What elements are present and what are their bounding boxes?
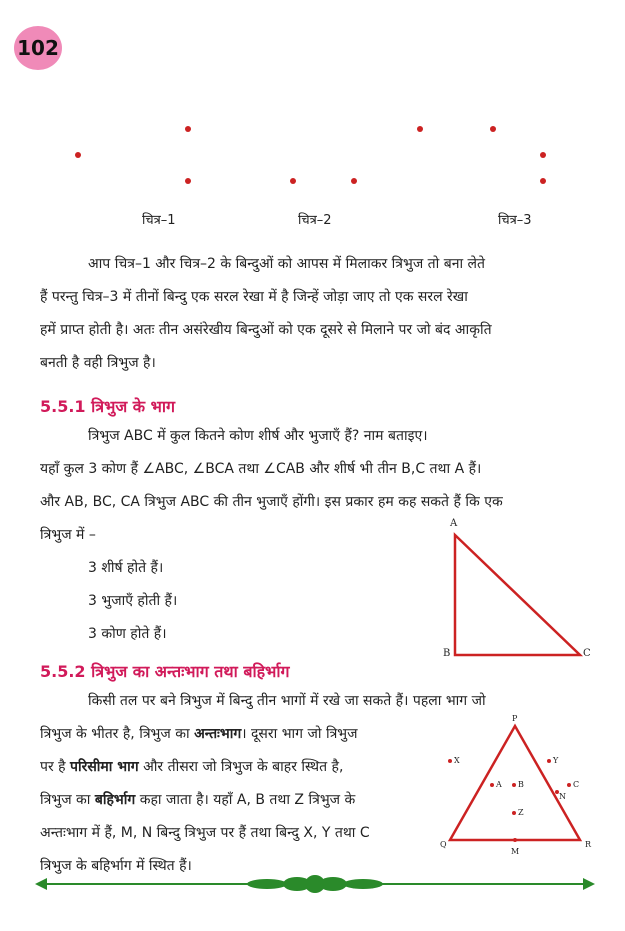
- section1-item-1: 3 शीर्ष होते हैं।: [88, 560, 164, 576]
- fig2-dot-bottom-left: [290, 178, 296, 184]
- section2-line-5: अन्तःभाग में हैं, M, N बिन्दु त्रिभुज पर हैं तथा बिन्दु X, Y तथा C: [40, 825, 370, 841]
- vertex-label-q: Q: [440, 840, 447, 849]
- term-exterior: बहिर्भाग: [94, 792, 136, 808]
- point-label-x: X: [454, 756, 460, 765]
- fig3-dot-bottom: [540, 178, 546, 184]
- section2-line-3-end: और तीसरा जो त्रिभुज के बाहर स्थित है,: [138, 759, 344, 775]
- point-label-n: N: [559, 792, 566, 801]
- section2-line-3: [40, 751, 343, 784]
- section1-line-4: त्रिभुज में –: [40, 527, 96, 543]
- vertex-label-b: B: [443, 648, 451, 659]
- fig1-dot-left: [75, 152, 81, 158]
- term-boundary: परिसीमा भाग: [70, 759, 139, 775]
- section2-line-2: [40, 718, 358, 751]
- fig2-dot-bottom-right: [351, 178, 357, 184]
- section2-line-6: त्रिभुज के बहिर्भाग में स्थित हैं।: [40, 858, 192, 874]
- point-c-dot: [567, 783, 571, 787]
- section1-line-3: और AB, BC, CA त्रिभुज ABC की तीन भुजाएँ होंगी। इस प्रकार हम कह सकते हैं कि एक: [40, 494, 503, 510]
- point-x-dot: [448, 759, 452, 763]
- intro-line-3: हमें प्राप्त होती है। अतः तीन असंरेखीय बिन्दुओं को एक दूसरे से मिलाने पर जो बंद आकृति: [40, 322, 492, 338]
- point-z-dot: [512, 811, 516, 815]
- point-a-dot: [490, 783, 494, 787]
- point-m-dot: [513, 838, 517, 842]
- section-heading-5-5-2: 5.5.2 त्रिभुज का अन्तःभाग तथा बहिर्भाग: [40, 662, 290, 681]
- section1-line-2: यहाँ कुल 3 कोण हैं ∠ABC, ∠BCA तथा ∠CAB और शीर्ष भी तीन B,C तथा A हैं।: [40, 461, 482, 477]
- intro-line-4: बनती है वही त्रिभुज है।: [40, 355, 156, 371]
- term-interior: अन्तःभाग: [194, 726, 242, 742]
- figure-label-3: चित्र–3: [498, 213, 532, 228]
- point-label-a: A: [496, 780, 502, 789]
- section1-item-3: 3 कोण होते हैं।: [88, 626, 167, 642]
- vertex-label-a: A: [450, 518, 458, 529]
- section2-line-1: किसी तल पर बने त्रिभुज में बिन्दु तीन भागों में रखे जा सकते हैं। पहला भाग जो: [88, 693, 486, 709]
- vertex-label-p: P: [512, 714, 518, 723]
- figure-label-1: चित्र–1: [142, 213, 176, 228]
- intro-line-1: आप चित्र–1 और चित्र–2 के बिन्दुओं को आपस में मिलाकर त्रिभुज तो बना लेते: [88, 256, 486, 272]
- point-label-c: C: [573, 780, 580, 789]
- section-heading-5-5-1: 5.5.1 त्रिभुज के भाग: [40, 397, 176, 416]
- section2-line-4-start: त्रिभुज का: [40, 792, 95, 808]
- section1-item-2: 3 भुजाएँ होती हैं।: [88, 593, 178, 609]
- fig1-dot-top: [185, 126, 191, 132]
- point-y-dot: [547, 759, 551, 763]
- point-label-y: Y: [553, 756, 559, 765]
- section2-line-2-start: त्रिभुज के भीतर है, त्रिभुज का: [40, 726, 195, 742]
- page-number-badge: 102: [14, 26, 62, 70]
- fig3-dot-top: [540, 152, 546, 158]
- section2-line-4-end: कहा जाता है। यहाँ A, B तथा Z त्रिभुज के: [135, 792, 356, 808]
- footer-divider: [35, 872, 595, 896]
- triangle-abc-diagram: [440, 515, 610, 665]
- point-b-dot: [512, 783, 516, 787]
- vertex-label-r: R: [585, 840, 592, 849]
- intro-line-2: हैं परन्तु चित्र–3 में तीनों बिन्दु एक सरल रेखा में है जिन्हें जोड़ा जाए तो एक सरल रेखा: [40, 289, 468, 305]
- vertex-label-c: C: [583, 648, 591, 659]
- triangle-abc-shape: [455, 535, 580, 655]
- fig2-dot-top-right: [490, 126, 496, 132]
- figure-label-2: चित्र–2: [298, 213, 332, 228]
- section2-line-3-start: पर है: [40, 759, 71, 775]
- section2-line-4: [40, 784, 355, 817]
- section2-line-2-end: । दूसरा भाग जो त्रिभुज: [241, 726, 358, 742]
- point-label-m: M: [511, 847, 520, 856]
- fig2-dot-top-left: [417, 126, 423, 132]
- point-label-b: B: [518, 780, 524, 789]
- section1-line-1: त्रिभुज ABC में कुल कितने कोण शीर्ष और भुजाएँ हैं? नाम बताइए।: [88, 428, 428, 444]
- point-label-z: Z: [518, 808, 524, 817]
- fig1-dot-bottom: [185, 178, 191, 184]
